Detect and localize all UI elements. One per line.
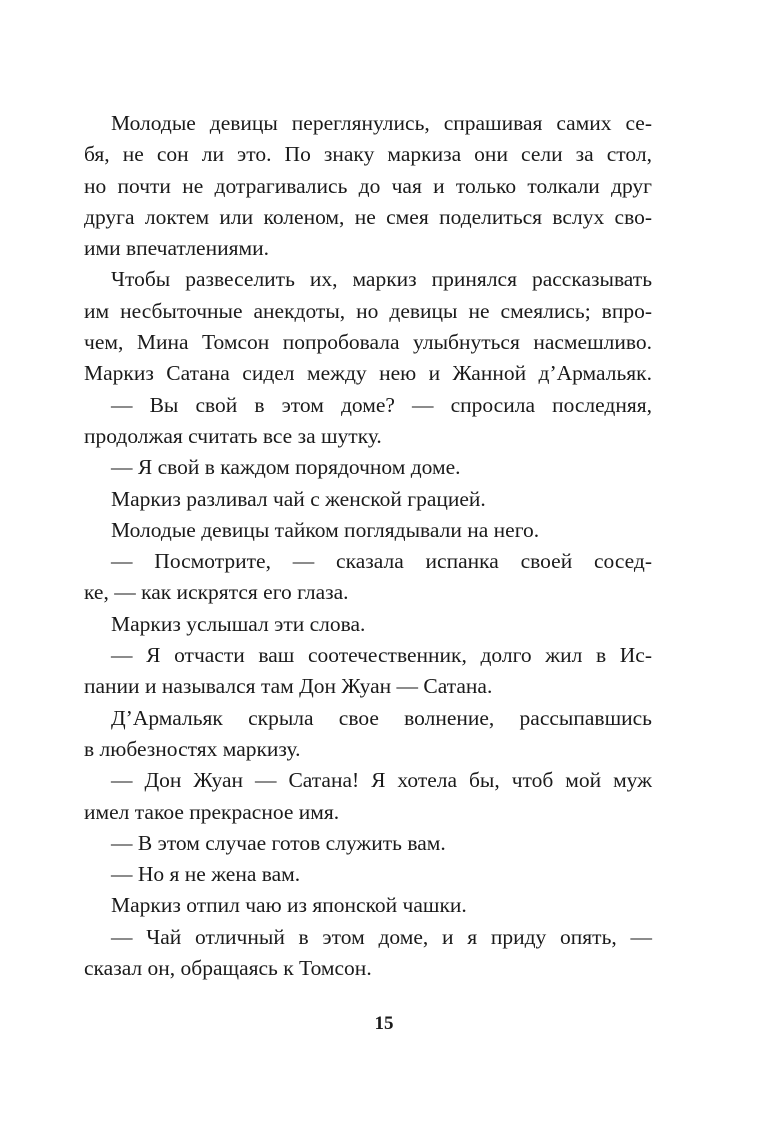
text-line: Маркиз Сатана сидел между нею и Жанной д’Армальяк. [84, 361, 652, 386]
text-line: — В этом случае готов служить вам. [111, 830, 446, 855]
text-line: друга локтем или коленом, не смея поделиться вслух сво- [84, 204, 652, 229]
text-line: пании и назывался там Дон Жуан — Сатана. [84, 674, 493, 699]
text-line: Молодые девицы тайком поглядывали на него. [111, 517, 540, 542]
text-line: — Чай отличный в этом доме, и я приду опять, — [111, 924, 652, 949]
page-body [84, 108, 652, 984]
text-line: — Я свой в каждом порядочном доме. [111, 455, 461, 480]
text-line: — Дон Жуан — Сатана! Я хотела бы, чтоб мой муж [111, 768, 652, 793]
text-line: но почти не дотрагивались до чая и только толкали друг [84, 173, 652, 198]
text-line: ке, — как искрятся его глаза. [84, 580, 349, 605]
text-line: чем, Мина Томсон попробовала улыбнуться насмешливо. [84, 330, 652, 355]
text-line: Д’Армальяк скрыла свое волнение, рассыпавшись [111, 705, 652, 730]
text-line: Чтобы развеселить их, маркиз принялся рассказывать [111, 267, 652, 292]
text-line: Маркиз услышал эти слова. [111, 611, 366, 636]
text-line: ими впечатлениями. [84, 236, 269, 261]
text-line: продолжая считать все за шутку. [84, 423, 382, 448]
text-line: им несбыточные анекдоты, но девицы не смеялись; впро- [84, 298, 652, 323]
text-line: Маркиз отпил чаю из японской чашки. [111, 893, 467, 918]
text-line: сказал он, обращаясь к Томсон. [84, 956, 372, 981]
text-line: имел такое прекрасное имя. [84, 799, 340, 824]
text-line: — Но я не жена вам. [111, 862, 301, 887]
text-line: в любезностях маркизу. [84, 736, 301, 761]
text-line: — Я отчасти ваш соотечественник, долго жил в Ис- [111, 643, 652, 668]
text-line: — Вы свой в этом доме? — спросила последняя, [111, 392, 652, 417]
text-line: Маркиз разливал чай с женской грацией. [111, 486, 486, 511]
page-number: 15 [374, 1013, 394, 1034]
text-line: бя, не сон ли это. По знаку маркиза они сели за стол, [84, 142, 652, 167]
text-line: — Посмотрите, — сказала испанка своей сосед- [111, 549, 652, 574]
text-line: Молодые девицы переглянулись, спрашивая самих се- [111, 111, 652, 135]
